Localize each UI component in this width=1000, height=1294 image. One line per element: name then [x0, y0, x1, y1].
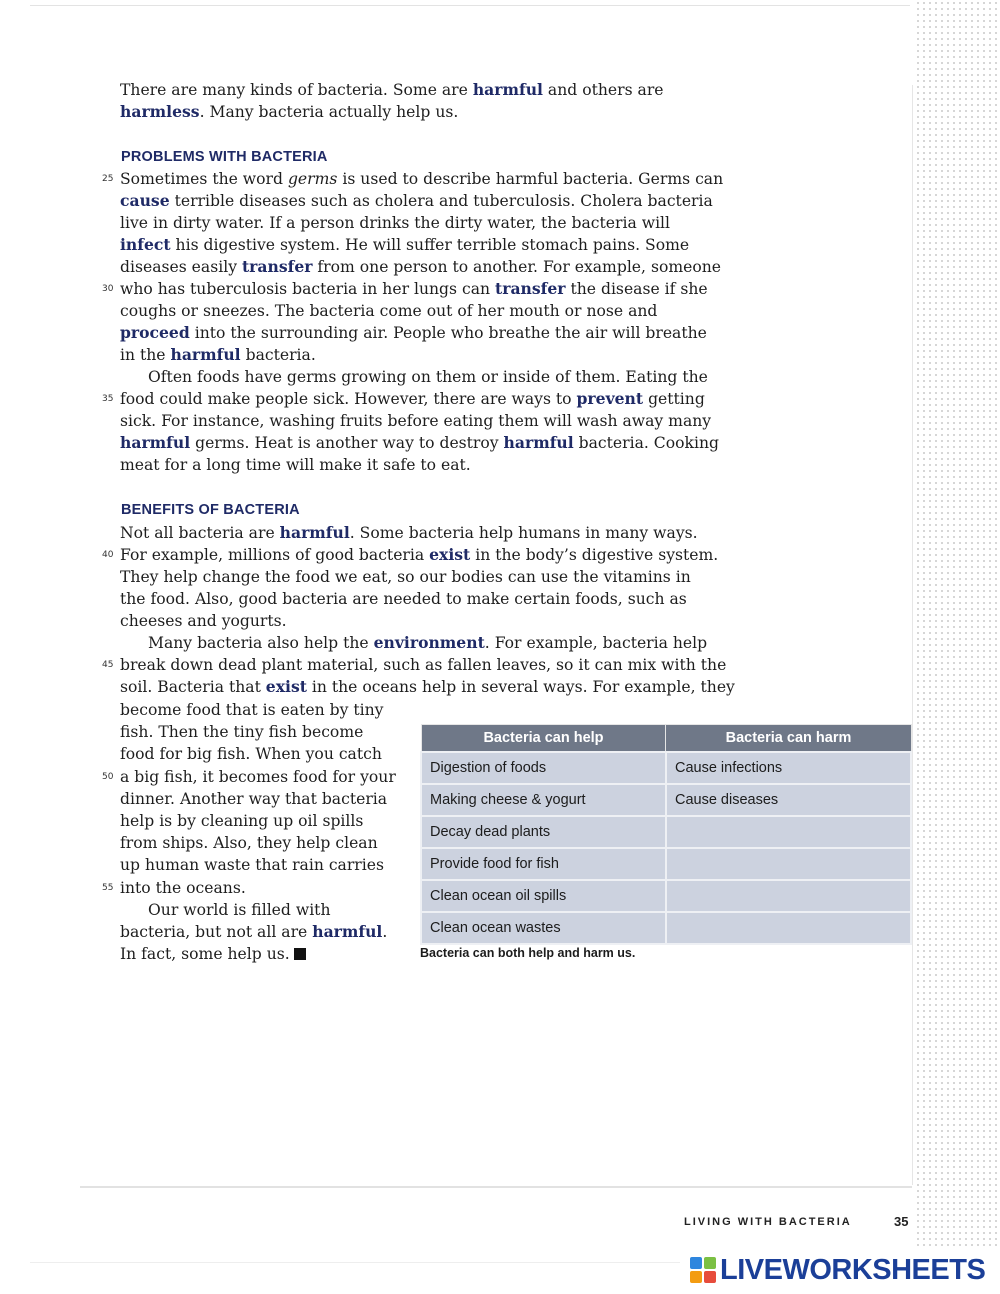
text-line: In fact, some help us.: [120, 943, 306, 965]
table-cell: Provide food for fish: [421, 848, 666, 880]
text-line: diseases easily transfer from one person to another. For example, someone: [120, 257, 722, 276]
liveworksheets-logo: [690, 1252, 985, 1288]
text-line: food could make people sick. However, there are ways to prevent getting: [120, 389, 705, 408]
table-cell: Making cheese & yogurt: [421, 784, 666, 816]
text-line: from ships. Also, they help clean: [120, 834, 378, 852]
keyword: environment: [373, 633, 485, 652]
table-cell: [666, 912, 911, 944]
table-cell: Digestion of foods: [421, 752, 666, 784]
keyword: harmful: [472, 80, 543, 99]
keyword: transfer: [241, 257, 313, 276]
text-line: They help change the food we eat, so our bodies can use the vitamins in: [120, 568, 691, 586]
keyword: harmless: [120, 102, 200, 121]
keyword: exist: [265, 677, 307, 696]
table-cell: Cause diseases: [666, 784, 911, 816]
heading-benefits: BENEFITS OF BACTERIA: [121, 502, 300, 518]
running-footer-title: LIVING WITH BACTERIA: [684, 1216, 852, 1228]
keyword: harmful: [120, 433, 191, 452]
line-number: 35: [102, 394, 114, 404]
line-number: 50: [102, 772, 114, 782]
line-number: 30: [102, 284, 114, 294]
keyword: harmful: [279, 523, 350, 542]
text-line: a big fish, it becomes food for your: [120, 768, 396, 786]
text-line: harmful germs. Heat is another way to destroy harmful bacteria. Cooking: [120, 433, 719, 452]
table-row: [421, 752, 911, 784]
text-line: coughs or sneezes. The bacteria come out of her mouth or nose and: [120, 302, 658, 320]
text-line: cheeses and yogurts.: [120, 612, 287, 630]
text-line: Sometimes the word germs is used to describe harmful bacteria. Germs can: [120, 170, 724, 188]
text-line: cause terrible diseases such as cholera and tuberculosis. Cholera bacteria: [120, 191, 713, 210]
text-line: up human waste that rain carries: [120, 856, 384, 874]
table-header-row: [421, 725, 911, 753]
text-line: food for big fish. When you catch: [120, 745, 382, 763]
column-header-harm: Bacteria can harm: [666, 725, 911, 753]
intro-line-1: There are many kinds of bacteria. Some are harmful and others are: [120, 80, 664, 99]
line-number: 25: [102, 174, 114, 184]
text-line: live in dirty water. If a person drinks the dirty water, the bacteria will: [120, 214, 671, 232]
keyword: cause: [120, 191, 170, 210]
liveworksheets-wordmark: LIVEWORKSHEETS: [720, 1253, 986, 1286]
text-line: Many bacteria also help the environment. For example, bacteria help: [148, 633, 708, 652]
table-row: [421, 784, 911, 816]
bottom-rule: [30, 1262, 680, 1263]
top-rule: [30, 5, 910, 6]
heading-problems: PROBLEMS WITH BACTERIA: [121, 149, 328, 165]
line-number: 55: [102, 883, 114, 893]
table-cell: Cause infections: [666, 752, 911, 784]
keyword: proceed: [120, 323, 190, 342]
end-mark: [294, 948, 306, 960]
keyword: harmful: [170, 345, 241, 364]
text-line: the food. Also, good bacteria are needed to make certain foods, such as: [120, 590, 687, 608]
table-row: [421, 912, 911, 944]
page-number: 35: [894, 1214, 909, 1229]
text-line: become food that is eaten by tiny: [120, 701, 384, 719]
text-line: fish. Then the tiny fish become: [120, 723, 364, 741]
keyword: harmful: [503, 433, 574, 452]
page-edge: [912, 85, 913, 1185]
keyword: prevent: [576, 389, 644, 408]
table-cell: Clean ocean wastes: [421, 912, 666, 944]
text-line: in the harmful bacteria.: [120, 345, 316, 364]
text-line: bacteria, but not all are harmful.: [120, 922, 388, 941]
table-row: [421, 880, 911, 912]
text-line: sick. For instance, washing fruits before eating them will wash away many: [120, 412, 712, 430]
table-cell: Clean ocean oil spills: [421, 880, 666, 912]
text-line: infect his digestive system. He will suffer terrible stomach pains. Some: [120, 235, 690, 254]
text-line: into the oceans.: [120, 879, 246, 897]
table-row: [421, 816, 911, 848]
text-line: soil. Bacteria that exist in the oceans help in several ways. For example, they: [120, 677, 735, 696]
column-header-help: Bacteria can help: [421, 725, 666, 753]
table-cell: [666, 848, 911, 880]
intro-line-2: harmless. Many bacteria actually help us.: [120, 102, 459, 121]
text-line: Not all bacteria are harmful. Some bacteria help humans in many ways.: [120, 523, 698, 542]
table-cell: [666, 816, 911, 848]
table-cell: Decay dead plants: [421, 816, 666, 848]
table-row: [421, 848, 911, 880]
bacteria-table: [420, 724, 912, 945]
keyword: transfer: [495, 279, 566, 298]
dotted-margin: [915, 0, 1000, 1250]
keyword: exist: [429, 545, 471, 564]
text-line: help is by cleaning up oil spills: [120, 812, 364, 830]
text-line: who has tuberculosis bacteria in her lungs can transfer the disease if she: [120, 279, 708, 298]
text-line: meat for a long time will make it safe to eat.: [120, 456, 471, 474]
text-line: dinner. Another way that bacteria: [120, 790, 388, 808]
table-caption: Bacteria can both help and harm us.: [420, 946, 636, 960]
text-line: Our world is filled with: [148, 901, 331, 919]
line-number: 45: [102, 660, 114, 670]
line-number: 40: [102, 550, 114, 560]
text-line: break down dead plant material, such as fallen leaves, so it can mix with the: [120, 656, 727, 674]
text-line: For example, millions of good bacteria exist in the body’s digestive system.: [120, 545, 719, 564]
keyword: harmful: [312, 922, 383, 941]
text-line: Often foods have germs growing on them or inside of them. Eating the: [148, 368, 708, 386]
liveworksheets-icon: [690, 1257, 716, 1283]
table-cell: [666, 880, 911, 912]
text-line: proceed into the surrounding air. People who breathe the air will breathe: [120, 323, 707, 342]
keyword: infect: [120, 235, 171, 254]
page-bottom-rule: [80, 1186, 912, 1188]
